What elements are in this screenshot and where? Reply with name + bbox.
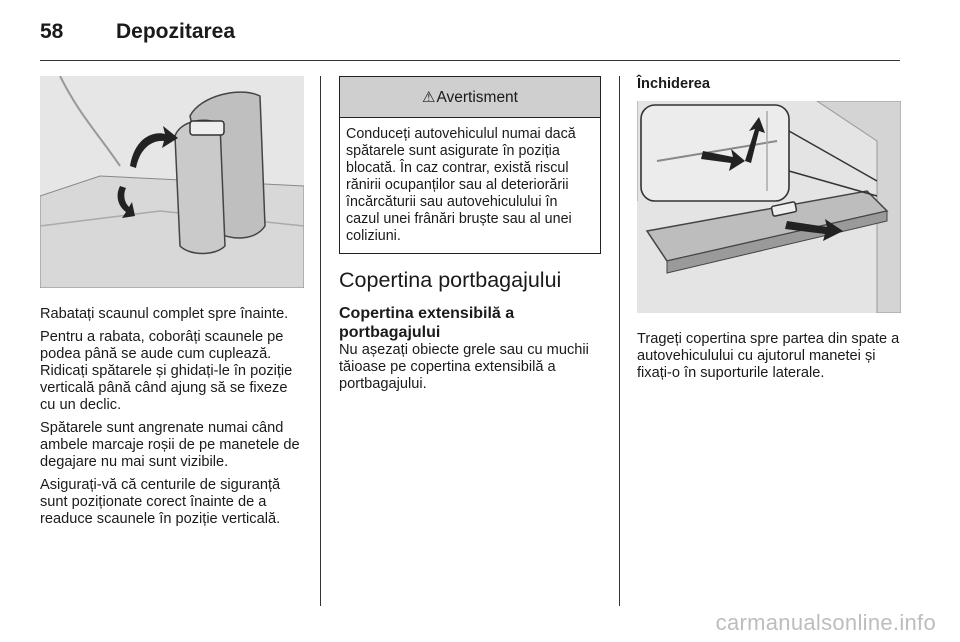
column-middle bbox=[339, 76, 601, 399]
column-right bbox=[637, 76, 901, 388]
column-divider-2 bbox=[619, 76, 620, 606]
caption-text: Rabatați scaunul complet spre înainte. bbox=[40, 306, 289, 322]
paragraph: Asigurați-vă că centurile de siguranță sunt poziționate corect înainte de a readuce scaunele în poziție verticală. bbox=[40, 477, 281, 527]
section-title: Depozitarea bbox=[116, 20, 236, 43]
subsection-heading: Copertina extensibilă a portbagajului bbox=[339, 305, 515, 341]
page-header bbox=[40, 20, 920, 50]
column-divider-1 bbox=[320, 76, 321, 606]
warning-triangle-icon: ⚠ bbox=[421, 88, 436, 106]
section-heading: Copertina portbagajului bbox=[339, 268, 562, 292]
caption-text: Trageți copertina spre partea din spate a autovehiculului cu ajutorul manetei și fixați-o în suporturile laterale. bbox=[637, 331, 900, 381]
header-divider bbox=[40, 60, 900, 61]
cargo-cover-illustration bbox=[637, 101, 901, 313]
column-left bbox=[40, 76, 304, 534]
paragraph: Pentru a rabata, coborâți scaunele pe podea până se aude cum cuplează. Ridicați spătarele și ghidați-le în poziție verticală până când ajung să se fixeze cu un declic. bbox=[40, 329, 293, 413]
watermark: carmanualsonline.info bbox=[715, 610, 936, 635]
warning-text: Conduceți autovehiculul numai dacă spătarele sunt asigurate în poziția blocată. În caz contrar, există riscul rănirii ocupanților sau al deteriorării încărcăturii sau autovehiculului în cazul unei frânări bruște sau al unei coliziuni. bbox=[346, 126, 576, 244]
paragraph: Nu așezați obiecte grele sau cu muchii tăioase pe copertina extensibilă a portbagajului. bbox=[339, 342, 589, 392]
page-number: 58 bbox=[40, 20, 64, 43]
warning-header bbox=[340, 77, 600, 118]
paragraph: Spătarele sunt angrenate numai când ambele marcaje roșii de pe manetele de degajare nu mai sunt vizibile. bbox=[40, 420, 300, 470]
warning-box bbox=[339, 76, 601, 254]
seat-fold-illustration bbox=[40, 76, 304, 288]
subsection-heading: Închiderea bbox=[637, 76, 710, 92]
warning-title: Avertisment bbox=[436, 88, 518, 106]
